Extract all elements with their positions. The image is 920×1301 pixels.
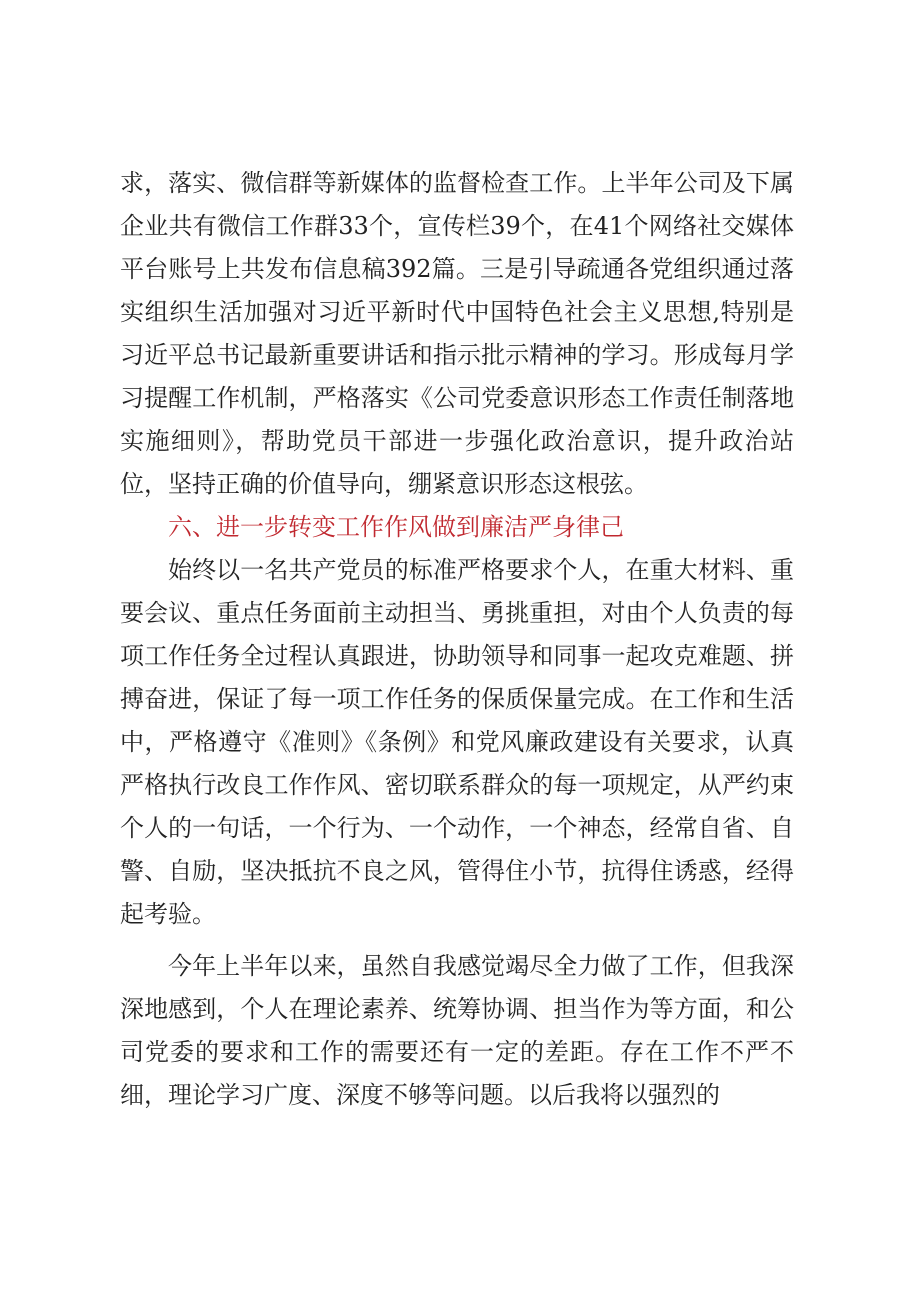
paragraph-shortcomings: 今年上半年以来，虽然自我感觉竭尽全力做了工作，但我深深地感到，个人在理论素养、统筹协调、担当作为等方面，和公司党委的要求和工作的需要还有一定的差距。存在工作不严不细，理论学习广度、深度不够等问题。以后我将以强烈的 (120, 952, 794, 1109)
section-heading-6: 六、进一步转变工作作风做到廉洁严身律己 (168, 513, 624, 541)
paragraph-continuation: 求，落实、微信群等新媒体的监督检查工作。上半年公司及下属企业共有微信工作群33个，宣传栏39个，在41个网络社交媒体平台账号上共发布信息稿392篇。三是引导疏通各党组织通过落实组织生活加强对习近平新时代中国特色社会主义思想,特别是习近平总书记最新重要讲话和指示批示精神的学习。形成每月学习提醒工作机制，严格落实《公司党委意识形态工作责任制落地实施细则》，帮助党员干部进一步强化政治意识，提升政治站位，坚持正确的价值导向，绷紧意识形态这根弦。 (120, 169, 794, 498)
document-body (120, 162, 794, 1117)
paragraph-conduct: 始终以一名共产党员的标准严格要求个人，在重大材料、重要会议、重点任务面前主动担当、勇挑重担，对由个人负责的每项工作任务全过程认真跟进，协助领导和同事一起攻克难题、拼搏奋进，保证了每一项工作任务的保质保量完成。在工作和生活中，严格遵守《准则》《条例》和党风廉政建设有关要求，认真严格执行改良工作作风、密切联系群众的每一项规定，从严约束个人的一句话，一个行为、一个动作，一个神态，经常自省、自警、自励，坚决抵抗不良之风，管得住小节，抗得住诱惑，经得起考验。 (120, 556, 794, 928)
